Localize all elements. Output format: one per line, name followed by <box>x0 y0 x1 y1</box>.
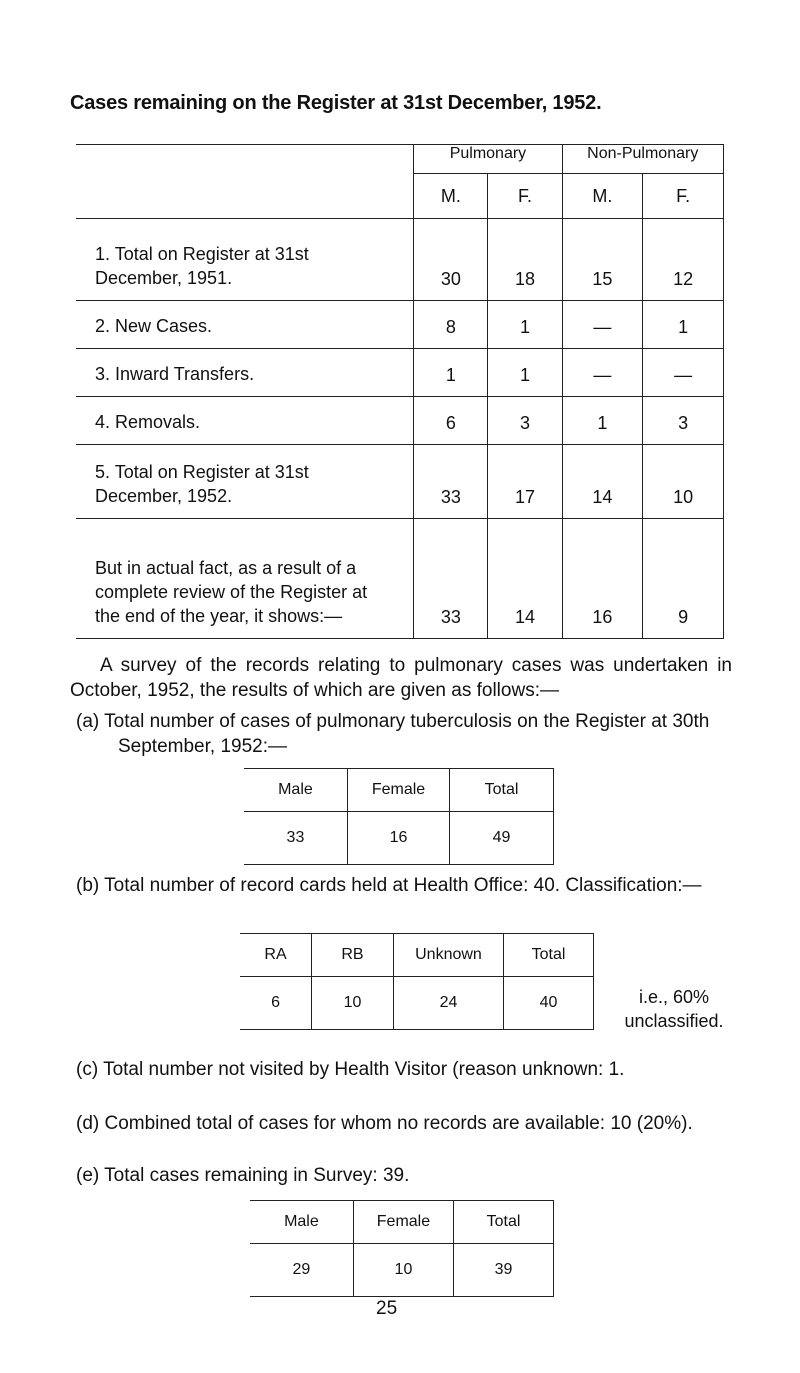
cell-value: 1 <box>643 301 724 349</box>
item-e-text: (e) Total cases remaining in Survey: 39. <box>76 1165 410 1186</box>
page-title: Cases remaining on the Register at 31st December, 1952. <box>70 92 602 114</box>
table-a <box>244 768 554 865</box>
cell-value: 30 <box>414 219 488 301</box>
header-male: Male <box>244 769 347 812</box>
header-female: Female <box>347 769 449 812</box>
item-b-text: (b) Total number of record cards held at Health Office: 40. Classification:— <box>76 875 702 896</box>
cell-value: 6 <box>240 977 312 1030</box>
cell-value: 33 <box>244 812 347 865</box>
cell-value: 16 <box>562 519 643 639</box>
cell-value: 1 <box>562 397 643 445</box>
survey-intro-paragraph: A survey of the records relating to pulmonary cases was undertaken in October, 1952, the results of which are given as follows:— <box>70 655 732 701</box>
cell-value: — <box>643 349 724 397</box>
cell-value: — <box>562 349 643 397</box>
cell-value: 3 <box>488 397 562 445</box>
row-label: 5. Total on Register at 31st December, 1952. <box>76 445 414 519</box>
register-table <box>76 144 724 639</box>
row-label: 4. Removals. <box>76 397 414 445</box>
cell-value: 18 <box>488 219 562 301</box>
row-label: But in actual fact, as a result of a complete review of the Register at the end of the year, it shows:— <box>76 519 414 639</box>
page-number: 25 <box>376 1298 398 1319</box>
row-label: 2. New Cases. <box>76 301 414 349</box>
cell-value: 15 <box>562 219 643 301</box>
table-b-note: i.e., 60% unclassified. <box>624 987 724 1031</box>
cell-value: 9 <box>643 519 724 639</box>
cell-value: — <box>562 301 643 349</box>
header-total: Total <box>504 934 594 977</box>
table-e <box>250 1200 554 1297</box>
item-c-text: (c) Total number not visited by Health Visitor (reason unknown: 1. <box>76 1059 625 1080</box>
cell-value: 1 <box>488 349 562 397</box>
table-row <box>250 1244 554 1297</box>
cell-value: 39 <box>454 1244 554 1297</box>
cell-value: 12 <box>643 219 724 301</box>
cell-value: 1 <box>488 301 562 349</box>
header-ra: RA <box>240 934 312 977</box>
header-unknown: Unknown <box>393 934 503 977</box>
table-row <box>240 977 594 1030</box>
item-a-text: (a) Total number of cases of pulmonary tuberculosis on the Register at 30th September, 1952:— <box>76 711 710 757</box>
header-female: Female <box>353 1201 453 1244</box>
header-rb: RB <box>312 934 394 977</box>
cell-value: 1 <box>414 349 488 397</box>
table-row <box>76 219 724 301</box>
item-d-text: (d) Combined total of cases for whom no records are available: 10 (20%). <box>76 1113 693 1134</box>
header-nonpulmonary-male: M. <box>562 174 643 219</box>
cell-value: 10 <box>312 977 394 1030</box>
header-male: Male <box>250 1201 353 1244</box>
table-row <box>244 812 554 865</box>
table-b <box>240 933 594 1030</box>
header-pulmonary-female: F. <box>488 174 562 219</box>
header-total: Total <box>450 769 554 812</box>
header-non-pulmonary: Non-Pulmonary <box>562 145 724 174</box>
table-row <box>76 445 724 519</box>
table-row <box>76 519 724 639</box>
header-pulmonary-male: M. <box>414 174 488 219</box>
cell-value: 49 <box>450 812 554 865</box>
register-group-header-row <box>76 145 724 174</box>
cell-value: 33 <box>414 445 488 519</box>
cell-value: 6 <box>414 397 488 445</box>
cell-value: 40 <box>504 977 594 1030</box>
cell-value: 16 <box>347 812 449 865</box>
cell-value: 14 <box>488 519 562 639</box>
table-row <box>76 301 724 349</box>
cell-value: 17 <box>488 445 562 519</box>
cell-value: 33 <box>414 519 488 639</box>
row-label: 3. Inward Transfers. <box>76 349 414 397</box>
header-total: Total <box>454 1201 554 1244</box>
header-nonpulmonary-female: F. <box>643 174 724 219</box>
table-row <box>76 349 724 397</box>
cell-value: 3 <box>643 397 724 445</box>
cell-value: 10 <box>643 445 724 519</box>
cell-value: 8 <box>414 301 488 349</box>
row-label: 1. Total on Register at 31st December, 1951. <box>76 219 414 301</box>
cell-value: 24 <box>393 977 503 1030</box>
cell-value: 29 <box>250 1244 353 1297</box>
cell-value: 10 <box>353 1244 453 1297</box>
header-pulmonary: Pulmonary <box>414 145 562 174</box>
table-row <box>76 397 724 445</box>
cell-value: 14 <box>562 445 643 519</box>
